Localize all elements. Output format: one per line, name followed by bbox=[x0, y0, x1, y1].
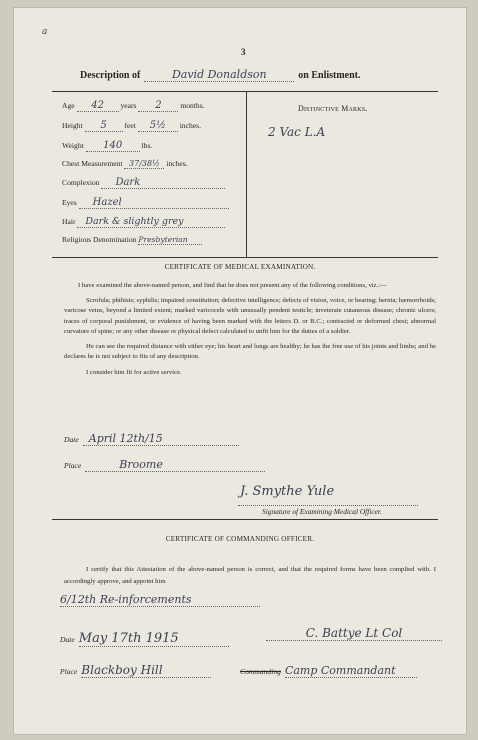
weight-value: 140 bbox=[86, 140, 140, 152]
complexion-value: Dark bbox=[101, 177, 225, 189]
hair-row bbox=[62, 216, 225, 228]
hair-value: Dark & slightly grey bbox=[77, 216, 225, 228]
commanding-date-row bbox=[60, 629, 229, 647]
feet-label: feet bbox=[124, 121, 136, 130]
months-label: months. bbox=[180, 101, 205, 110]
heading-prefix: Description of bbox=[80, 70, 141, 81]
medical-place-value: Broome bbox=[85, 458, 265, 472]
medical-date-row bbox=[64, 429, 239, 447]
rule-mid bbox=[52, 257, 438, 258]
corner-mark: a bbox=[42, 27, 48, 37]
eyes-row bbox=[62, 197, 229, 209]
medical-place-row bbox=[64, 455, 265, 473]
commanding-certificate-body bbox=[64, 564, 436, 588]
weight-row bbox=[62, 140, 152, 152]
medical-certificate-title: CERTIFICATE OF MEDICAL EXAMINATION. bbox=[164, 263, 316, 271]
eyes-value: Hazel bbox=[79, 197, 229, 209]
medical-place-label: Place bbox=[64, 461, 82, 470]
page-number: 3 bbox=[241, 47, 246, 57]
rule-lower bbox=[52, 519, 438, 520]
commanding-para-1: I certify that this Attestation of the above-named person is correct, and that the required forms have been complied with. I accordingly approve, and appoint him bbox=[64, 566, 436, 585]
age-label: Age bbox=[62, 101, 75, 110]
medical-date-label: Date bbox=[64, 435, 79, 444]
distinctive-marks-heading: Distinctive Marks. bbox=[298, 104, 368, 113]
medical-certificate-body bbox=[64, 281, 436, 379]
chest-value: 37/38½ bbox=[124, 159, 164, 169]
commanding-place-label: Place bbox=[60, 667, 78, 676]
height-label: Height bbox=[62, 121, 83, 130]
religion-label: Religious Denomination bbox=[62, 235, 137, 244]
inches-label: inches. bbox=[179, 121, 201, 130]
weight-label: Weight bbox=[62, 141, 84, 150]
chest-label: Chest Measurement bbox=[62, 159, 123, 168]
commanding-date-value: May 17th 1915 bbox=[79, 631, 229, 647]
commanding-date-label: Date bbox=[60, 635, 75, 644]
commanding-role-value: Camp Commandant bbox=[285, 664, 417, 678]
eyes-label: Eyes bbox=[62, 198, 77, 207]
medical-para-1: I have examined the above-named person, and find that he does not present any of the following conditions, viz.:— bbox=[78, 282, 387, 289]
age-months-value: 2 bbox=[138, 100, 178, 112]
description-heading bbox=[80, 65, 420, 83]
recruit-name: David Donaldson bbox=[144, 68, 294, 82]
commanding-officer-signature: C. Battye Lt Col bbox=[266, 626, 442, 641]
commanding-certificate-title: CERTIFICATE OF COMMANDING OFFICER. bbox=[165, 535, 315, 543]
medical-para-4: I consider him fit for active service. bbox=[86, 369, 182, 377]
commanding-label: Commanding bbox=[240, 667, 281, 676]
heading-suffix: on Enlistment. bbox=[298, 70, 361, 81]
attestation-page bbox=[14, 8, 466, 734]
age-years-value: 42 bbox=[77, 100, 119, 112]
religion-row bbox=[62, 235, 202, 245]
religion-value: Presbyterian bbox=[138, 235, 202, 245]
medical-signature-caption: Signature of Examining Medical Officer. bbox=[262, 507, 382, 516]
height-row bbox=[62, 120, 201, 132]
complexion-row bbox=[62, 177, 225, 189]
lbs-label: lbs. bbox=[141, 141, 153, 150]
column-divider bbox=[246, 92, 247, 257]
medical-date-value: April 12th/15 bbox=[83, 432, 239, 446]
medical-para-3: He can see the required distance with either eye; his heart and lungs are healthy; he has the free use of his joints and limbs; and he declares he is not subject to fits of any description. bbox=[64, 343, 436, 361]
commanding-place-row bbox=[60, 661, 211, 679]
appointment-value: 6/12th Re-inforcements bbox=[60, 593, 260, 607]
medical-signature-line bbox=[238, 505, 418, 506]
chest-units: inches. bbox=[166, 159, 188, 168]
commanding-role-row bbox=[240, 661, 417, 679]
height-feet-value: 5 bbox=[85, 120, 123, 132]
age-row bbox=[62, 100, 205, 112]
complexion-label: Complexion bbox=[62, 178, 100, 187]
rule-top bbox=[52, 91, 438, 92]
years-label: years bbox=[120, 101, 137, 110]
commanding-place-value: Blackboy Hill bbox=[81, 663, 211, 678]
chest-row bbox=[62, 159, 188, 169]
medical-officer-signature: J. Smythe Yule bbox=[240, 484, 335, 499]
distinctive-marks-value: 2 Vac L.A bbox=[268, 125, 326, 139]
hair-label: Hair bbox=[62, 217, 76, 226]
height-inches-value: 5½ bbox=[138, 120, 178, 132]
medical-para-2: Scrofula; phthisis; syphilis; impaired constitution; defective intelligence; defects of vision, voice, or hearing; hernia; hæmorrhoids; varicose veins, beyond a limited extent; marked varicocele with unusually pendent testicle; inveterate cutaneous disease; chronic ulcers; traces of corporal punishment, or evidence of having been marked with the letters D. or B.C.; contracted or deformed chest; abnormal curvature of spine; or any other disease or physical defect calculated to unfit him for the duties of a soldier. bbox=[64, 297, 436, 335]
